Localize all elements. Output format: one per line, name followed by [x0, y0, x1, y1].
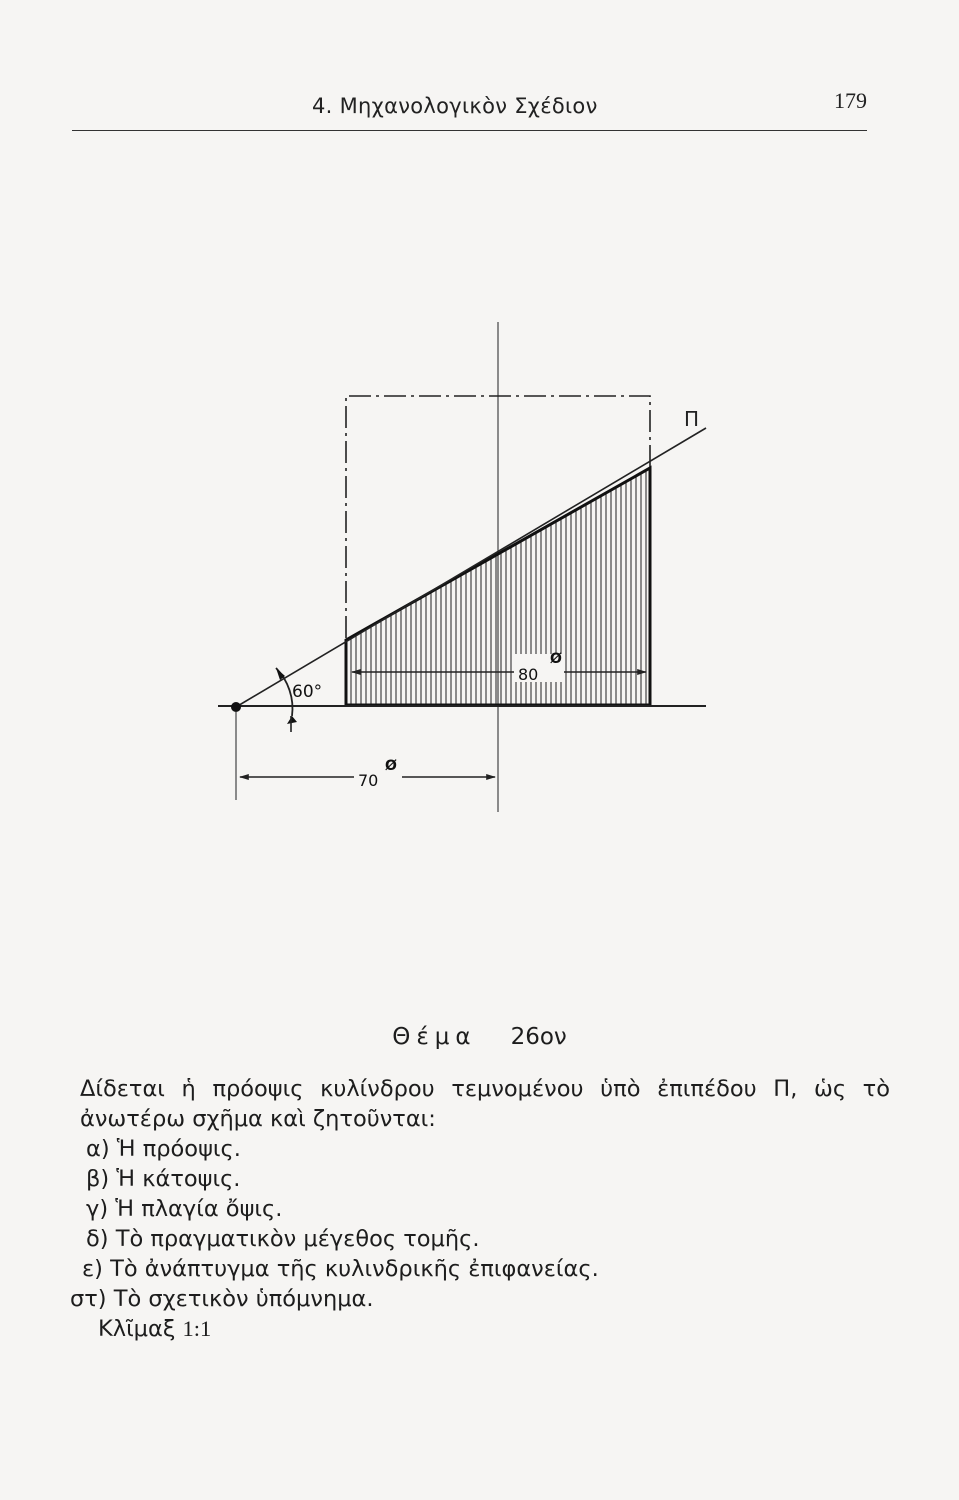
exercise-text [70, 1074, 890, 1344]
plane-label: Π [684, 407, 700, 431]
dim-70-diameter-icon: Ø [385, 758, 397, 774]
chapter-title: 4. Μηχανολογικὸν Σχέδιον [312, 94, 598, 118]
scale-line [80, 1314, 890, 1344]
list-item: στ) Τὸ σχετικὸν ὑπόμνημα. [70, 1286, 374, 1312]
plane-origin-point [231, 702, 241, 712]
page-header [72, 86, 867, 136]
list-item: ε) Τὸ ἀνάπτυγμα τῆς κυλινδρικῆς ἐπιφανείας. [82, 1256, 599, 1282]
list-item: β) Ἡ κάτοψις. [86, 1166, 241, 1192]
dim-80-value: 80 [518, 665, 539, 684]
subject-heading [0, 1024, 959, 1050]
scale-value: 1:1 [182, 1316, 212, 1341]
list-item: α) Ἡ πρόοψις. [86, 1136, 241, 1162]
dim-80-diameter-icon: Ø [550, 651, 562, 667]
list-item: γ) Ἡ πλαγία ὄψις. [86, 1196, 283, 1222]
subject-number: 26ον [510, 1024, 567, 1050]
exercise-paragraph: Δίδεται ἡ πρόοψις κυλίνδρου τεμνομένου ὑπὸ ἐπιπέδου Π, ὡς τὸ ἀνωτέρω σχῆμα καὶ ζητοῦνται: [80, 1076, 890, 1132]
angle-label: 60° [292, 682, 323, 702]
header-rule [72, 130, 867, 131]
list-item: δ) Τὸ πραγματικὸν μέγεθος τομῆς. [86, 1226, 480, 1252]
scale-label: Κλῖμαξ [98, 1316, 176, 1342]
dim-70-value: 70 [358, 771, 379, 790]
cylinder-drawing [0, 300, 959, 820]
angle-arrow-bottom [287, 716, 297, 724]
subject-label: Θέμα [392, 1024, 477, 1050]
requirements-list [70, 1134, 890, 1314]
page-number: 179 [834, 88, 867, 113]
